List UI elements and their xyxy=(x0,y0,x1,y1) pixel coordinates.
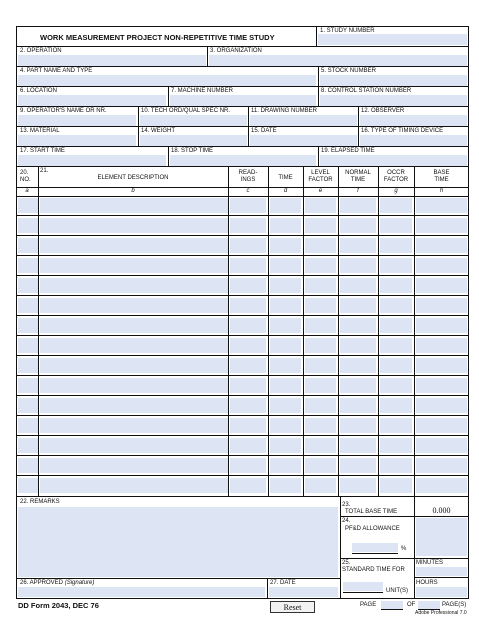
table-row xyxy=(16,316,469,336)
cell-occr-factor[interactable] xyxy=(380,338,412,353)
cell-normal-time[interactable] xyxy=(340,418,376,433)
table-row xyxy=(16,416,469,436)
cell-time[interactable] xyxy=(270,438,301,453)
cell-occr-factor[interactable] xyxy=(380,458,412,473)
cell-no[interactable] xyxy=(18,418,38,433)
cell-occr-factor[interactable] xyxy=(380,278,412,293)
cell-base-time[interactable] xyxy=(416,258,467,273)
control-station-field[interactable] xyxy=(320,95,467,106)
cell-normal-time[interactable] xyxy=(340,198,376,213)
cell-base-time[interactable] xyxy=(416,318,467,333)
standard-time-label: STANDARD TIME FOR xyxy=(342,567,405,573)
col-letter-c: c xyxy=(246,188,250,194)
stock-number-field[interactable] xyxy=(320,75,467,86)
cell-normal-time[interactable] xyxy=(340,478,376,493)
drawing-number-field[interactable] xyxy=(250,115,357,126)
cell-time[interactable] xyxy=(270,298,301,313)
approved-field[interactable] xyxy=(18,587,265,597)
producer-label: Adobe Professional 7.0 xyxy=(415,610,467,616)
cell-time[interactable] xyxy=(270,278,301,293)
study-number-field[interactable] xyxy=(318,34,467,45)
col-level-header: LEVEL FACTOR xyxy=(308,170,333,183)
control-station-label: 8. CONTROL STATION NUMBER xyxy=(321,88,412,94)
cell-base-time[interactable] xyxy=(416,358,467,373)
cell-level-factor[interactable] xyxy=(305,318,336,333)
organization-field[interactable] xyxy=(209,55,467,66)
date27-field[interactable] xyxy=(269,587,338,597)
f25-num: 25. xyxy=(342,560,351,566)
minutes-field[interactable] xyxy=(416,567,467,576)
pfd-allowance-field[interactable] xyxy=(352,543,398,552)
date27-label: 27. DATE xyxy=(270,580,296,586)
pages-label: PAGE(S) xyxy=(442,602,467,608)
element-table-body xyxy=(16,196,469,496)
location-field[interactable] xyxy=(18,95,166,106)
cell-base-time[interactable] xyxy=(416,458,467,473)
cell-no[interactable] xyxy=(18,358,38,373)
cell-base-time[interactable] xyxy=(416,298,467,313)
cell-occr-factor[interactable] xyxy=(380,478,412,493)
col-no-header: 20. NO. xyxy=(20,170,31,183)
cell-readings[interactable] xyxy=(230,298,266,313)
table-row xyxy=(16,216,469,236)
cell-level-factor[interactable] xyxy=(305,238,336,253)
part-name-label: 4. PART NAME AND TYPE xyxy=(20,68,93,74)
timing-device-label: 16. TYPE OF TIMING DEVICE xyxy=(361,128,444,134)
cell-no[interactable] xyxy=(18,278,38,293)
cell-base-time[interactable] xyxy=(416,338,467,353)
table-row xyxy=(16,276,469,296)
cell-readings[interactable] xyxy=(230,258,266,273)
elapsed-time-label: 19. ELAPSED TIME xyxy=(321,148,375,154)
cell-normal-time[interactable] xyxy=(340,218,376,233)
cell-readings[interactable] xyxy=(230,338,266,353)
cell-normal-time[interactable] xyxy=(340,458,376,473)
cell-normal-time[interactable] xyxy=(340,318,376,333)
approved-label xyxy=(20,580,94,587)
cell-no[interactable] xyxy=(18,198,38,213)
cell-description[interactable] xyxy=(40,418,228,433)
cell-description[interactable] xyxy=(40,398,228,413)
table-row xyxy=(16,396,469,416)
cell-base-time[interactable] xyxy=(416,438,467,453)
table-row xyxy=(16,336,469,356)
table-row xyxy=(16,236,469,256)
table-row xyxy=(16,476,469,496)
cell-time[interactable] xyxy=(270,338,301,353)
cell-level-factor[interactable] xyxy=(305,458,336,473)
cell-no[interactable] xyxy=(18,238,38,253)
cell-time[interactable] xyxy=(270,358,301,373)
cell-description[interactable] xyxy=(40,378,228,393)
cell-base-time[interactable] xyxy=(416,378,467,393)
cell-readings[interactable] xyxy=(230,478,266,493)
operator-name-field[interactable] xyxy=(18,115,136,126)
cell-level-factor[interactable] xyxy=(305,478,336,493)
of-field[interactable] xyxy=(418,601,440,609)
cell-description[interactable] xyxy=(40,218,228,233)
hours-label: HOURS xyxy=(416,580,438,586)
drawing-number-label: 11. DRAWING NUMBER xyxy=(251,108,318,114)
cell-readings[interactable] xyxy=(230,458,266,473)
units-label: UNIT(S) xyxy=(386,588,408,594)
total-base-time-label: TOTAL BASE TIME xyxy=(345,509,398,515)
cell-occr-factor[interactable] xyxy=(380,258,412,273)
reset-label: Reset xyxy=(283,603,302,612)
cell-base-time[interactable] xyxy=(416,218,467,233)
cell-base-time[interactable] xyxy=(416,238,467,253)
study-number-label: 1. STUDY NUMBER xyxy=(320,28,375,34)
col-base-header: BASE TIME xyxy=(433,170,450,183)
cell-description[interactable] xyxy=(40,318,228,333)
col-letter-a: a xyxy=(25,188,29,194)
machine-number-field[interactable] xyxy=(170,95,316,106)
cell-no[interactable] xyxy=(18,218,38,233)
cell-occr-factor[interactable] xyxy=(380,378,412,393)
cell-description[interactable] xyxy=(40,238,228,253)
table-row xyxy=(16,256,469,276)
cell-occr-factor[interactable] xyxy=(380,358,412,373)
cell-base-time[interactable] xyxy=(416,478,467,493)
stop-time-field[interactable] xyxy=(170,155,316,166)
cell-normal-time[interactable] xyxy=(340,238,376,253)
date-label: 15. DATE xyxy=(251,128,277,134)
cell-occr-factor[interactable] xyxy=(380,298,412,313)
col-letter-f: f xyxy=(357,188,359,194)
col-occr-header: OCCR FACTOR xyxy=(383,170,409,183)
cell-normal-time[interactable] xyxy=(340,358,376,373)
col-normal-header: NORMAL TIME xyxy=(345,170,371,183)
cell-no[interactable] xyxy=(18,398,38,413)
cell-time[interactable] xyxy=(270,318,301,333)
cell-time[interactable] xyxy=(270,218,301,233)
page-label: PAGE xyxy=(360,602,377,608)
material-label: 13. MATERIAL xyxy=(20,128,60,134)
total-base-time-value[interactable]: 0.000 xyxy=(432,506,451,515)
f23-num: 23. xyxy=(342,502,351,508)
table-row xyxy=(16,196,469,216)
cell-time[interactable] xyxy=(270,398,301,413)
operation-field[interactable] xyxy=(18,55,206,66)
tech-order-label: 10. TECH ORD/QUAL SPEC NR. xyxy=(141,108,231,114)
cell-normal-time[interactable] xyxy=(340,298,376,313)
cell-normal-time[interactable] xyxy=(340,278,376,293)
hours-field[interactable] xyxy=(416,587,467,597)
pfd-value-field[interactable] xyxy=(416,518,467,556)
cell-time[interactable] xyxy=(270,258,301,273)
cell-no[interactable] xyxy=(18,378,38,393)
cell-readings[interactable] xyxy=(230,378,266,393)
cell-occr-factor[interactable] xyxy=(380,418,412,433)
cell-level-factor[interactable] xyxy=(305,278,336,293)
table-row xyxy=(16,356,469,376)
col-21-num: 21. xyxy=(40,168,49,174)
cell-normal-time[interactable] xyxy=(340,398,376,413)
cell-description[interactable] xyxy=(40,198,228,213)
cell-normal-time[interactable] xyxy=(340,338,376,353)
cell-level-factor[interactable] xyxy=(305,418,336,433)
stock-number-label: 5. STOCK NUMBER xyxy=(321,68,376,74)
table-row xyxy=(16,436,469,456)
cell-readings[interactable] xyxy=(230,198,266,213)
remarks-field[interactable] xyxy=(18,507,338,577)
percent-sign: % xyxy=(401,546,407,552)
elapsed-time-field[interactable] xyxy=(320,155,467,166)
cell-occr-factor[interactable] xyxy=(380,438,412,453)
cell-time[interactable] xyxy=(270,238,301,253)
cell-level-factor[interactable] xyxy=(305,378,336,393)
date-field[interactable] xyxy=(250,135,357,146)
pfd-allowance-label: PF&D ALLOWANCE xyxy=(345,526,400,532)
cell-readings[interactable] xyxy=(230,418,266,433)
cell-readings[interactable] xyxy=(230,318,266,333)
weight-field[interactable] xyxy=(140,135,247,146)
cell-readings[interactable] xyxy=(230,218,266,233)
table-row xyxy=(16,376,469,396)
cell-readings[interactable] xyxy=(230,398,266,413)
cell-time[interactable] xyxy=(270,378,301,393)
cell-time[interactable] xyxy=(270,458,301,473)
cell-level-factor[interactable] xyxy=(305,258,336,273)
location-label: 6. LOCATION xyxy=(20,88,57,94)
cell-base-time[interactable] xyxy=(416,278,467,293)
machine-number-label: 7. MACHINE NUMBER xyxy=(171,88,234,94)
cell-base-time[interactable] xyxy=(416,198,467,213)
cell-occr-factor[interactable] xyxy=(380,238,412,253)
of-label: OF xyxy=(407,602,416,608)
cell-level-factor[interactable] xyxy=(305,218,336,233)
cell-no[interactable] xyxy=(18,338,38,353)
cell-no[interactable] xyxy=(18,478,38,493)
part-name-field[interactable] xyxy=(18,75,316,86)
remarks-label: 22. REMARKS xyxy=(20,499,60,505)
form-id: DD Form 2043, DEC 76 xyxy=(18,601,99,610)
start-time-label: 17. START TIME xyxy=(20,148,65,154)
cell-readings[interactable] xyxy=(230,358,266,373)
approved-text: 26. APPROVED xyxy=(20,580,64,586)
cell-level-factor[interactable] xyxy=(305,358,336,373)
page-field[interactable] xyxy=(381,601,403,609)
cell-normal-time[interactable] xyxy=(340,438,376,453)
signature-hint: (Signature) xyxy=(64,580,95,586)
cell-readings[interactable] xyxy=(230,238,266,253)
operator-name-label: 9. OPERATOR'S NAME OR NR. xyxy=(20,108,107,114)
col-readings-header: READ- INGS xyxy=(238,170,258,183)
cell-level-factor[interactable] xyxy=(305,198,336,213)
units-field[interactable] xyxy=(343,582,383,591)
cell-level-factor[interactable] xyxy=(305,398,336,413)
cell-time[interactable] xyxy=(270,478,301,493)
col-desc-header: ELEMENT DESCRIPTION xyxy=(97,175,169,181)
cell-base-time[interactable] xyxy=(416,398,467,413)
col-letter-g: g xyxy=(394,188,398,194)
cell-description[interactable] xyxy=(40,338,228,353)
cell-time[interactable] xyxy=(270,418,301,433)
cell-time[interactable] xyxy=(270,198,301,213)
weight-label: 14. WEIGHT xyxy=(141,128,176,134)
cell-level-factor[interactable] xyxy=(305,298,336,313)
cell-no[interactable] xyxy=(18,318,38,333)
minutes-label: MINUTES xyxy=(416,560,443,566)
cell-level-factor[interactable] xyxy=(305,438,336,453)
form-title: WORK MEASUREMENT PROJECT NON-REPETITIVE TIME STUDY xyxy=(40,33,275,42)
cell-readings[interactable] xyxy=(230,278,266,293)
cell-no[interactable] xyxy=(18,258,38,273)
table-row xyxy=(16,296,469,316)
observer-field[interactable] xyxy=(360,115,467,126)
cell-description[interactable] xyxy=(40,258,228,273)
f24-num: 24. xyxy=(342,518,351,524)
cell-no[interactable] xyxy=(18,438,38,453)
material-field[interactable] xyxy=(18,135,136,146)
cell-occr-factor[interactable] xyxy=(380,398,412,413)
stop-time-label: 18. STOP TIME xyxy=(171,148,214,154)
cell-level-factor[interactable] xyxy=(305,338,336,353)
cell-occr-factor[interactable] xyxy=(380,218,412,233)
cell-normal-time[interactable] xyxy=(340,378,376,393)
reset-button[interactable] xyxy=(270,601,315,613)
organization-label: 3. ORGANIZATION xyxy=(210,48,262,54)
cell-description[interactable] xyxy=(40,358,228,373)
cell-occr-factor[interactable] xyxy=(380,318,412,333)
operation-label: 2. OPERATION xyxy=(20,48,62,54)
col-time-header: TIME xyxy=(278,175,293,181)
col-letter-e: e xyxy=(318,188,323,194)
col-letter-b: b xyxy=(131,188,135,194)
start-time-field[interactable] xyxy=(18,155,166,166)
tech-order-field[interactable] xyxy=(140,115,247,126)
cell-no[interactable] xyxy=(18,458,38,473)
cell-description[interactable] xyxy=(40,278,228,293)
cell-description[interactable] xyxy=(40,298,228,313)
cell-normal-time[interactable] xyxy=(340,258,376,273)
col-letter-d: d xyxy=(283,188,288,194)
cell-no[interactable] xyxy=(18,298,38,313)
observer-label: 12. OBSERVER xyxy=(361,108,405,114)
col-letter-h: h xyxy=(439,188,444,194)
cell-readings[interactable] xyxy=(230,438,266,453)
cell-description[interactable] xyxy=(40,458,228,473)
table-row xyxy=(16,456,469,476)
cell-description[interactable] xyxy=(40,438,228,453)
timing-device-field[interactable] xyxy=(360,135,467,146)
cell-base-time[interactable] xyxy=(416,418,467,433)
cell-description[interactable] xyxy=(40,478,228,493)
cell-occr-factor[interactable] xyxy=(380,198,412,213)
